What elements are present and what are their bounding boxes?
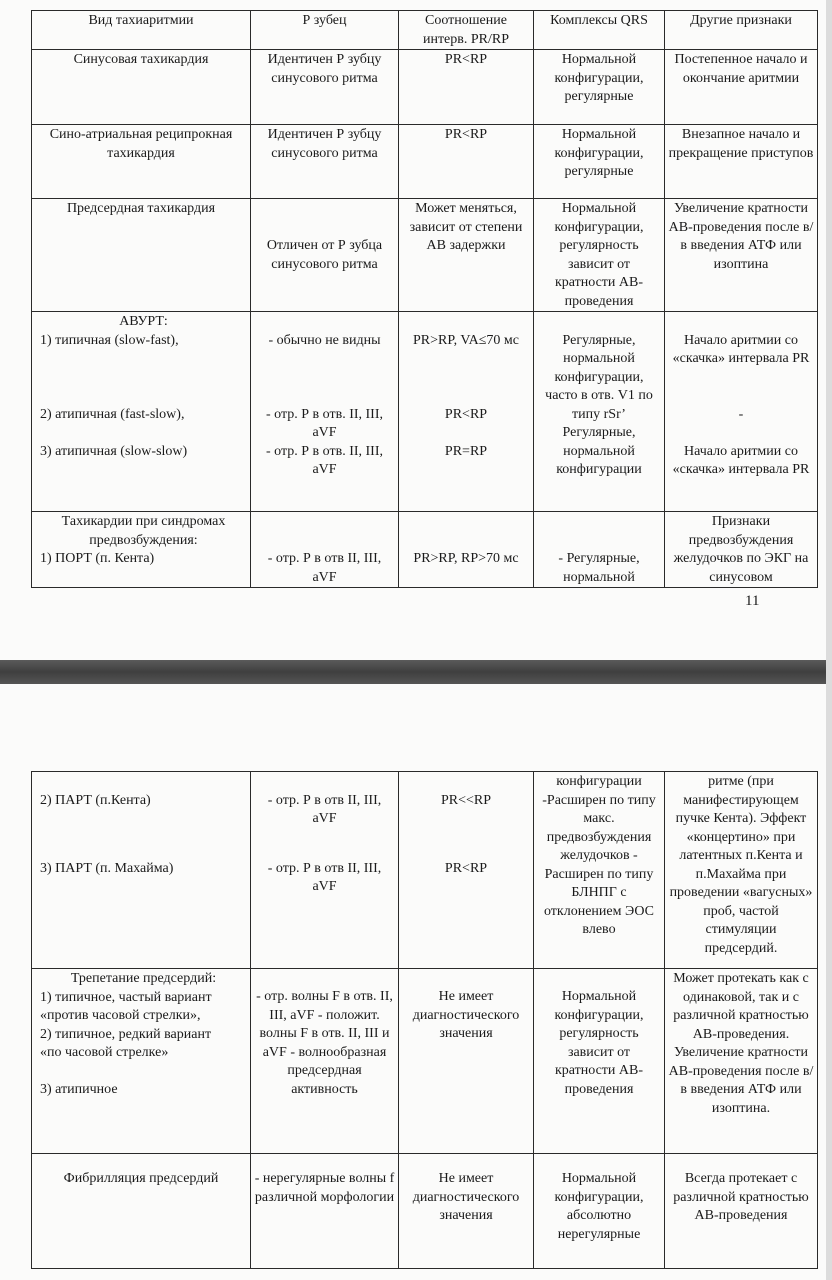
cell-p-wave xyxy=(251,772,399,969)
cell-other: ритме (при манифестирующем пучке Кента). Эффект «концертино» при латентных п.Кента и п.Махайма при проведении «вагусных» проб, частой стимуляции предсердий. xyxy=(665,772,818,969)
cell-type: Сино-атриальная реципрокная тахикардия xyxy=(32,125,251,199)
fib-p-text: - нерегулярные волны f различной морфологии xyxy=(254,1171,395,1205)
avnrt-qrs-1: Регулярные, нормальной конфигурации, часто в отв. V1 по типу rSr’ xyxy=(545,332,653,422)
fib-other-text: Всегда протекает с различной кратностью АВ-проведения xyxy=(673,1171,809,1223)
avnrt-p-1: - обычно не видны xyxy=(268,332,381,348)
cell-type: Синусовая тахикардия xyxy=(32,50,251,125)
preexc-variant-1: 1) ПОРТ (п. Кента) xyxy=(40,551,155,566)
cell-type xyxy=(32,512,251,588)
table-row-flutter xyxy=(32,969,818,1154)
cell-p-wave: Идентичен Р зубцу синусового ритма xyxy=(251,50,399,125)
avnrt-other-3: Начало аритмии со «скачка» интервала PR xyxy=(672,443,810,477)
avnrt-variant-1: 1) типичная (slow-fast), xyxy=(40,332,179,348)
cell-pr-rp xyxy=(399,969,534,1154)
header-row xyxy=(32,11,818,50)
cell-qrs: Нормальной конфигурации, регулярные xyxy=(534,50,665,125)
flutter-line-2: 1) типичное, частый вариант xyxy=(40,989,212,1005)
avnrt-variant-3: 3) атипичная (slow-slow) xyxy=(40,443,188,459)
cell-qrs xyxy=(534,969,665,1154)
cell-other xyxy=(665,312,818,512)
page-number: 11 xyxy=(745,593,760,609)
flutter-line-5: «по часовой стрелке» xyxy=(40,1045,169,1060)
cell-pr-rp: PR<RP xyxy=(399,50,534,125)
tachyarrhythmia-table-part1 xyxy=(31,10,818,588)
cell-qrs xyxy=(534,312,665,512)
avnrt-pr-3: PR=RP xyxy=(444,443,488,459)
cell-pr-rp xyxy=(399,772,534,969)
cell-type: Предсердная тахикардия xyxy=(32,199,251,312)
avnrt-pr-1: PR>RP, VA≤70 мс xyxy=(412,332,519,348)
preexc-pr-1: PR>RP, RP>70 мс xyxy=(413,551,519,566)
table-row-part xyxy=(32,772,818,969)
page-separator xyxy=(0,660,832,684)
part-variant-3: 3) ПАРТ (п. Махайма) xyxy=(40,860,174,876)
header-p-wave: Р зубец xyxy=(251,11,399,50)
cell-pr-rp xyxy=(399,1154,534,1269)
header-other: Другие признаки xyxy=(665,11,818,50)
flutter-line-6: 3) атипичное xyxy=(40,1082,118,1097)
avnrt-pr-2: PR<RP xyxy=(444,406,488,422)
preexc-qrs-1: - Регулярные, нормальной xyxy=(558,551,640,585)
avnrt-other-2: - xyxy=(738,406,744,422)
cell-qrs: Нормальной конфигурации, регулярные xyxy=(534,125,665,199)
table-row-sinus xyxy=(32,50,818,125)
flutter-title: Трепетание предсердий: xyxy=(70,971,217,986)
cell-other: Может протекать как с одинаковой, так и с различной кратностью АВ-проведения. Увеличение кратности АВ-проведения после в/в введения АТФ или изоптина. xyxy=(665,969,818,1154)
cell-pr-rp: PR<RP xyxy=(399,125,534,199)
page-bottom xyxy=(0,684,826,1280)
avnrt-p-3: - отр. Р в отв. II, III, aVF xyxy=(265,443,384,477)
cell-other: Признаки предвозбуждения желудочков по ЭКГ на синусовом xyxy=(665,512,818,588)
part-variant-2: 2) ПАРТ (п.Кента) xyxy=(40,792,151,808)
avnrt-other-1: Начало аритмии со «скачка» интервала PR xyxy=(672,332,810,366)
part-p-3: - отр. Р в отв II, III, aVF xyxy=(267,860,382,894)
cell-other: Увеличение кратности АВ-проведения после в/в введения АТФ или изоптина xyxy=(665,199,818,312)
flutter-qrs-text: Нормальной конфигурации, регулярность зависит от кратности АВ-проведения xyxy=(554,989,644,1097)
avnrt-title: АВУРТ: xyxy=(119,314,168,329)
flutter-pr-text: Не имеет диагностического значения xyxy=(412,989,520,1041)
part-p-2: - отр. Р в отв II, III, aVF xyxy=(267,792,382,826)
cell-p-wave xyxy=(251,512,399,588)
flutter-line-4: 2) типичное, редкий вариант xyxy=(40,1026,212,1042)
cell-pr-rp xyxy=(399,512,534,588)
part-pr-3: PR<RP xyxy=(444,860,488,876)
table-row-sa-reentry xyxy=(32,125,818,199)
cell-qrs xyxy=(534,512,665,588)
cell-type xyxy=(32,969,251,1154)
fib-type-text: Фибрилляция предсердий xyxy=(63,1171,219,1186)
cell-pr-rp xyxy=(399,312,534,512)
cell-p-wave xyxy=(251,969,399,1154)
cell-p-wave: Идентичен Р зубцу синусового ритма xyxy=(251,125,399,199)
preexc-p-1: - отр. Р в отв II, III, aVF xyxy=(267,551,382,585)
avnrt-qrs-2: Регулярные, нормальной конфигурации xyxy=(556,425,642,477)
cell-qrs: конфигурации -Расширен по типу макс. предвозбуждения желудочков - Расширен по типу БЛНПГ с отклонением ЭОС влево xyxy=(534,772,665,969)
cell-pr-rp: Может меняться, зависит от степени АВ задержки xyxy=(399,199,534,312)
table-row-preexcitation xyxy=(32,512,818,588)
part-pr-2: PR<<RP xyxy=(440,792,492,808)
table-row-fibrillation xyxy=(32,1154,818,1269)
cell-qrs: Нормальной конфигурации, регулярность зависит от кратности АВ-проведения xyxy=(534,199,665,312)
header-type: Вид тахиаритмии xyxy=(32,11,251,50)
table-row-avnrt xyxy=(32,312,818,512)
cell-type xyxy=(32,772,251,969)
avnrt-p-2: - отр. Р в отв. II, III, aVF xyxy=(265,406,384,440)
cell-qrs xyxy=(534,1154,665,1269)
preexc-title: Тахикардии при синдромах предвозбуждения: xyxy=(61,514,226,548)
cell-p-wave xyxy=(251,1154,399,1269)
cell-p-wave xyxy=(251,199,399,312)
cell-other xyxy=(665,1154,818,1269)
header-pr-rp: Соотношение интерв. PR/RP xyxy=(399,11,534,50)
fib-pr-text: Не имеет диагностического значения xyxy=(412,1171,520,1223)
header-qrs: Комплексы QRS xyxy=(534,11,665,50)
cell-p-wave xyxy=(251,312,399,512)
avnrt-variant-2: 2) атипичная (fast-slow), xyxy=(40,406,185,422)
cell-type xyxy=(32,1154,251,1269)
cell-other: Внезапное начало и прекращение приступов xyxy=(665,125,818,199)
cell-other: Постепенное начало и окончание аритмии xyxy=(665,50,818,125)
cell-type xyxy=(32,312,251,512)
fib-qrs-text: Нормальной конфигурации, абсолютно нерегулярные xyxy=(554,1171,644,1242)
cell-p-wave-text: Отличен от Р зубца синусового ритма xyxy=(266,238,383,272)
flutter-p-text: - отр. волны F в отв. II, III, aVF - положит. волны F в отв. II, III и aVF - волнообразная предсердная активность xyxy=(256,989,393,1097)
tachyarrhythmia-table-part2 xyxy=(31,771,818,1269)
page-edge-shadow xyxy=(826,0,832,1280)
table-row-atrial xyxy=(32,199,818,312)
flutter-line-3: «против часовой стрелки», xyxy=(40,1008,201,1023)
